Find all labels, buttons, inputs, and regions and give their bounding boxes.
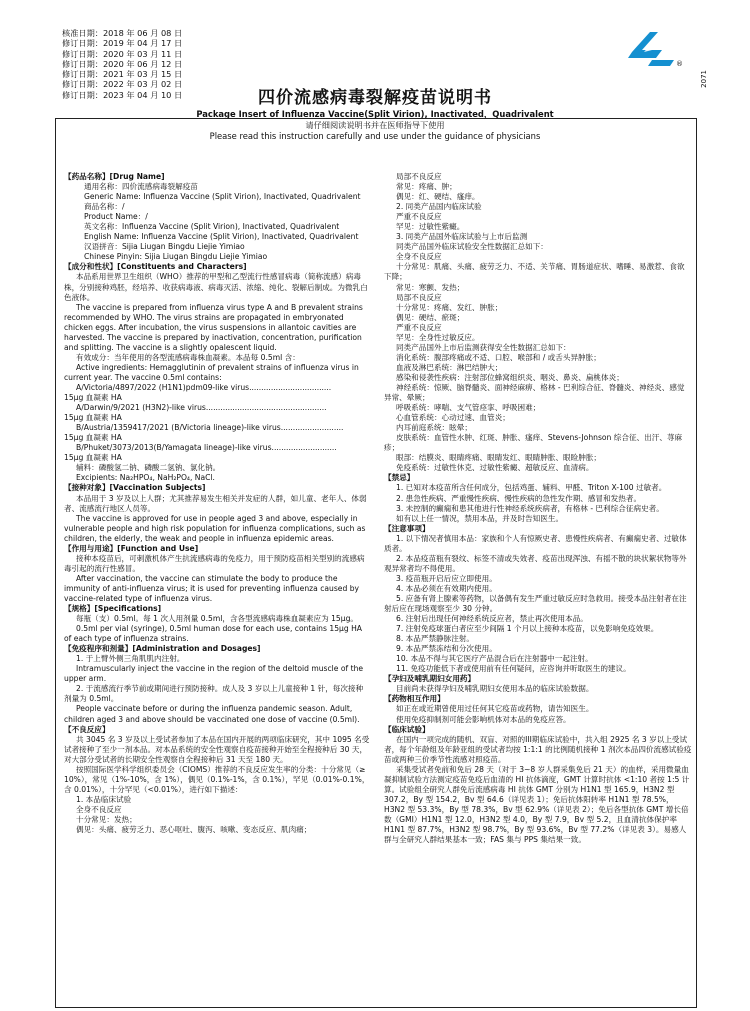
- approval-date: 核准日期：2018 年 06 月 08 日: [62, 28, 183, 38]
- list-item: 9. 本品严禁冻结和分次使用。: [396, 644, 497, 654]
- paragraph: The vaccine is prepared from influenza virus type A and B prevalent strains recommended by WHO. The virus strains are propagated in embryonated chicken eggs. After incubation, the virus suspensions in allantoic cavities are harvested. The vaccine is prepared by inactivation, concentration, purification and splitting. The vaccine is a slightly opalescent liquid.: [64, 302, 363, 352]
- list-item: 偶见：硬结、瘀斑；: [396, 312, 465, 322]
- section-heading: 【规格】[Specifications]: [64, 604, 162, 614]
- list-item: 1. 本品临床试验: [76, 794, 132, 804]
- list-item: 呼吸系统：哮喘、支气管痉挛、呼吸困难；: [396, 403, 541, 413]
- list-item: 4. 本品必须在有效期内使用。: [396, 583, 497, 593]
- paragraph: 每瓶（支）0.5ml。每 1 次人用剂量 0.5ml，含各型流感病毒株血凝素应为 15μg。: [76, 614, 358, 624]
- list-item: 8. 本品严禁静脉注射。: [396, 634, 475, 644]
- strain-dose: 15μg 血凝素 HA: [64, 393, 122, 403]
- strain-line: A/Victoria/4897/2022 (H1N1)pdm09-like virus..................................: [76, 382, 332, 392]
- section-heading: 【成分和性状】[Constituents and Characters]: [64, 262, 247, 272]
- section-heading: 【药物相互作用】: [384, 694, 445, 704]
- list-item: 偶见：红、硬结、瘙痒。: [396, 192, 480, 202]
- list-item: 免疫系统：过敏性休克、过敏性紫癜、超敏反应、血清病。: [396, 463, 594, 473]
- paragraph: People vaccinate before or during the influenza pandemic season. Adult, children aged 3 and above should be vaccinated one dose of vaccine (0.5ml).: [64, 704, 360, 724]
- strain-dose: 15μg 血凝素 HA: [64, 453, 122, 463]
- list-item: 罕见：过敏性紫癜。: [396, 222, 465, 232]
- paragraph: 接种本疫苗后，可刺激机体产生抗流感病毒的免疫力，用于预防疫苗相关型别的流感病毒引起的流行性感冒。: [64, 553, 365, 573]
- list-item: 十分常见：发热；: [76, 815, 137, 824]
- section-heading: 【作用与用途】[Function and Use]: [64, 543, 199, 553]
- paragraph: 2. 于流感流行季节前或期间进行预防接种。成人及 3 岁以上儿童接种 1 针，每次接种剂量为 0.5ml。: [64, 684, 364, 704]
- text-line: English Name: Influenza Vaccine (Split Virion), Inactivated, Quadrivalent: [84, 232, 359, 242]
- list-item: 同类产品国外上市后监测获得安全性数据汇总如下：: [396, 342, 571, 352]
- paragraph: 在国内一项完成的随机、双盲、对照的III期临床试验中，共入组 2925 名 3 岁以上受试者，每个年龄组及年龄亚组的受试者均按 1:1:1 的比例随机接种 1 剂次本品四价流感试验疫苗或两种三价季节性流感对照疫苗。: [384, 734, 692, 764]
- revision-date: 修订日期：2021 年 03 月 15 日: [62, 69, 183, 80]
- paragraph: Active ingredients: Hemagglutinin of prevalent strains of influenza virus in current year. The vaccine 0.5ml contains:: [64, 362, 359, 382]
- text-line: 通用名称：四价流感病毒裂解疫苗: [84, 182, 198, 192]
- text-line: Excipients: Na₂HPO₄, NaH₂PO₄, NaCl.: [76, 473, 215, 483]
- list-item: 全身不良反应: [76, 804, 122, 814]
- list-item: 6. 注射后出现任何神经系统反应者，禁止再次使用本品。: [396, 614, 588, 624]
- paragraph: 目前尚未获得孕妇及哺乳期妇女使用本品的临床试验数据。: [396, 684, 594, 694]
- company-logo-icon: [622, 22, 684, 70]
- left-column: [64, 172, 370, 835]
- paragraph: 使用免疫抑制剂可能会影响机体对本品的免疫应答。: [396, 714, 571, 724]
- text-line: 辅料：磷酸氢二钠、磷酸二氢钠、氯化钠。: [76, 463, 221, 473]
- list-item: 2. 患急性疾病、严重慢性疾病、慢性疾病的急性发作期、感冒和发热者。: [396, 493, 642, 503]
- right-column: [384, 172, 692, 845]
- list-item: 1. 以下情况者慎用本品：家族和个人有惊厥史者、患慢性疾病者、有癫痫史者、过敏体质者。: [384, 533, 687, 553]
- strain-line: A/Darwin/9/2021 (H3N2)-like virus..................................................: [76, 403, 327, 413]
- instruction-cn: 请仔细阅读说明书并在医师指导下使用: [305, 120, 445, 130]
- list-item: 3. 同类产品国外临床试验与上市后监测: [396, 232, 528, 242]
- list-item: 严重不良反应: [396, 212, 442, 222]
- text-line: Product Name：/: [84, 212, 148, 222]
- list-item: 内耳前庭系统：眩晕；: [396, 423, 472, 433]
- list-item: 消化系统：腹部疼痛或不适、口腔、喉部和 / 或舌头异肿胀；: [396, 352, 601, 362]
- list-item: 全身不良反应: [396, 252, 442, 262]
- revision-date: 修订日期：2022 年 03 月 02 日: [62, 79, 183, 90]
- revision-date: 修订日期：2019 年 04 月 17 日: [62, 38, 183, 49]
- list-item: 局部不良反应: [396, 292, 442, 302]
- section-heading: 【免疫程序和剂量】[Administration and Dosages]: [64, 644, 261, 654]
- paragraph: 本品系用世界卫生组织（WHO）推荐的甲型和乙型流行性感冒病毒（简称流感）病毒株，分别接种鸡胚，经培养、收获病毒液、病毒灭活、浓缩、纯化、裂解后制成。为微乳白色液体。: [64, 272, 368, 302]
- list-item: 如有以上任一情况，禁用本品，并及时告知医生。: [396, 513, 564, 523]
- list-item: 1. 已知对本疫苗所含任何成分，包括鸡蛋、辅料、甲醛、Triton X-100 过敏者。: [396, 483, 667, 493]
- paragraph: 0.5ml per vial (syringe), 0.5ml human dose for each use, contains 15μg HA of each type of influenza strains.: [64, 624, 362, 644]
- text-line: 英文名称：Influenza Vaccine (Split Virion), Inactivated, Quadrivalent: [84, 222, 340, 232]
- list-item: 偶见：头痛、疲劳乏力、恶心呕吐、腹泻、咳嗽、变态反应、肌肉痛；: [76, 825, 312, 835]
- list-item: 皮肤系统：血管性水肿、红斑、肿胀、瘙痒、Stevens-Johnson 综合征、出汗、荨麻疹；: [384, 433, 683, 453]
- strain-line: B/Austria/1359417/2021 (B/Victoria lineage)-like virus..........................: [76, 423, 344, 433]
- section-heading: 【接种对象】[Vaccination Subjects]: [64, 483, 206, 493]
- list-item: 严重不良反应: [396, 322, 442, 332]
- instruction-en: Please read this instruction carefully and use under the guidance of physicians: [209, 131, 541, 141]
- strain-line: B/Phuket/3073/2013(B/Yamagata lineage)-like virus...........................: [76, 443, 337, 453]
- list-item: 3. 未控制的癫痫和患其他进行性神经系统疾病者，有格林 - 巴利综合征病史者。: [396, 503, 664, 513]
- section-heading: 【不良反应】: [64, 724, 110, 734]
- section-heading: 【禁忌】: [384, 473, 415, 483]
- list-item: 10. 本品不得与其它医疗产品混合后在注射器中一起注射。: [396, 654, 593, 664]
- list-item: 心血管系统：心动过速、血管炎；: [396, 413, 510, 423]
- text-line: Generic Name: Influenza Vaccine (Split Virion), Inactivated, Quadrivalent: [84, 192, 361, 202]
- section-heading: 【注意事项】: [384, 523, 430, 533]
- paragraph: The vaccine is approved for use in people aged 3 and above, especially in vulnerable people and high risk population for influenza complications, such as children, the elderly, the weak and people in influenza epidemic areas.: [64, 513, 366, 543]
- page-title: 四价流感病毒裂解疫苗说明书: [258, 88, 492, 108]
- list-item: 2. 同类产品国内临床试验: [396, 202, 482, 212]
- list-item: 同类产品国外临床试验安全性数据汇总如下：: [396, 242, 548, 252]
- side-print-code: 2071: [700, 70, 708, 88]
- paragraph: Intramuscularly inject the vaccine in the region of the deltoid muscle of the upper arm.: [64, 664, 364, 684]
- list-item: 3. 疫苗瓶开启后应立即使用。: [396, 573, 497, 583]
- paragraph: 按照国际医学科学组织委员会（CIOMS）推荐的不良反应发生率的分类：十分常见（≥ 10%），常见（1%-10%，含 1%），偶见（0.1%-1%，含 0.1%），罕见（0.01%-0.1%，含 0.01%），十分罕见（<0.01%），进行如下描述：: [64, 764, 370, 794]
- revision-date: 修订日期：2023 年 04 月 10 日: [62, 89, 183, 100]
- page-title-en: Package Insert of Influenza Vaccine(Split Virion), Inactivated，Quadrivalent: [196, 109, 554, 119]
- revision-date: 修订日期：2020 年 06 月 12 日: [62, 58, 183, 69]
- paragraph: After vaccination, the vaccine can stimulate the body to produce the immunity of anti-influenza virus; it is used for preventing influenza caused by vaccine-related type of influenza virus.: [64, 573, 360, 603]
- list-item: 十分常见：肌痛、头痛、疲劳乏力、不适、关节痛、胃肠道症状、嗜睡、易激惹、食欲下降；: [384, 262, 685, 282]
- strain-dose: 15μg 血凝素 HA: [64, 433, 122, 443]
- section-heading: 【临床试验】: [384, 724, 430, 734]
- section-heading: 【孕妇及哺乳期妇女用药】: [384, 674, 476, 684]
- list-item: 神经系统：惊厥、脑脊髓炎、面神经麻痹、格林 - 巴利综合征、脊髓炎、神经炎、感觉异常、晕厥；: [384, 382, 685, 403]
- list-item: 7. 注射免疫球蛋白者应至少间隔 1 个月以上接种本疫苗，以免影响免疫效果。: [396, 624, 659, 634]
- text-line: 商品名称：/: [84, 202, 125, 212]
- text-line: Chinese Pinyin: Sijia Liugan Bingdu Liejie Yimiao: [84, 252, 268, 262]
- list-item: 11. 免疫功能低下者或使用前有任何疑问，应咨询并听取医生的建议。: [396, 664, 631, 674]
- paragraph: 有效成分：当年使用的各型流感病毒株血凝素。本品每 0.5ml 含：: [76, 352, 300, 362]
- paragraph: 1. 于上臂外侧三角肌肌内注射。: [76, 654, 185, 664]
- list-item: 血液及淋巴系统：淋巴结肿大；: [396, 362, 503, 372]
- list-item: 常见：寒颤、发热；: [396, 282, 465, 292]
- text-line: 汉语拼音：Sijia Liugan Bingdu Liejie Yimiao: [84, 242, 245, 252]
- strain-dose: 15μg 血凝素 HA: [64, 413, 122, 423]
- registered-mark: ®: [676, 60, 683, 68]
- paragraph: 共 3045 名 3 岁及以上受试者参加了本品在国内开展的两项临床研究，其中 1095 名受试者接种了至少一剂本品。对本品系统的安全性观察自疫苗接种开始至全程接种后 30 天，对大部分受试者的长期安全性观察自全程接种后 31 天至 180 天。: [64, 734, 370, 764]
- list-item: 常见：疼痛、肿；: [396, 182, 457, 192]
- list-item: 2. 本品疫苗瓶有裂纹、标签不清或失效者、疫苗出现浑浊、有摇不散的块状絮状物等外观异常者均不得使用。: [384, 553, 687, 573]
- list-item: 十分常见：疼痛、发红、肿胀；: [396, 302, 503, 312]
- list-item: 眼部：结膜炎、眼睛疼痛、眼睛发红、眼睛肿胀、眼睑肿胀；: [396, 453, 602, 463]
- paragraph: 如正在或近期曾使用过任何其它疫苗或药物，请告知医生。: [396, 704, 594, 714]
- paragraph: 本品用于 3 岁及以上人群；尤其推荐易发生相关并发症的人群，如儿童、老年人、体弱者、流感流行地区人员等。: [64, 493, 367, 513]
- revision-date: 修订日期：2020 年 03 月 11 日: [62, 48, 183, 59]
- list-item: 局部不良反应: [396, 172, 442, 181]
- paragraph: 采集受试者免前和免后 28 天（对于 3~8 岁人群采集免后 21 天）的血样，采用微量血凝抑制试验方法测定疫苗免疫后血清的 HI 抗体滴度，GMT 计算时抗体 <1:10 者按 1:5 计算。试验组全研究人群免后流感病毒 HI 抗体 GMT 分别为 H1N1 型 165.9，H3N2 型 307.2，By 型 154.2，Bv 型 64.6（详见表 1）；免后抗体阳转率 H1N1 型 78.5%，H3N2 型 53.3%，By 型 78.3%，Bv 型 62.9%（详见表 2）；免后各型抗体 GMT 增长倍数（GMI）H1N1 型 12.0，H3N2 型 4.0，By 型 7.9，Bv 型 5.2，且血清抗体保护率 H1N1 型 87.7%，H3N2 型 98.7%，By 型 93.6%，Bv 型 77.2%（详见表 3）。易感人群与全研究人群结果基本一致；FAS 集与 PPS 集结果一致。: [384, 764, 690, 845]
- list-item: 5. 应备有肾上腺素等药物，以备偶有发生严重过敏反应时急救用。接受本品注射者在注射后应在现场观察至少 30 分钟。: [384, 593, 687, 614]
- list-item: 罕见：全身性过敏反应。: [396, 332, 480, 342]
- list-item: 感染和侵袭性疾病：注射部位蜂窝组织炎、咽炎、鼻炎、扁桃体炎；: [396, 372, 624, 382]
- section-heading: 【药品名称】[Drug Name]: [64, 172, 165, 181]
